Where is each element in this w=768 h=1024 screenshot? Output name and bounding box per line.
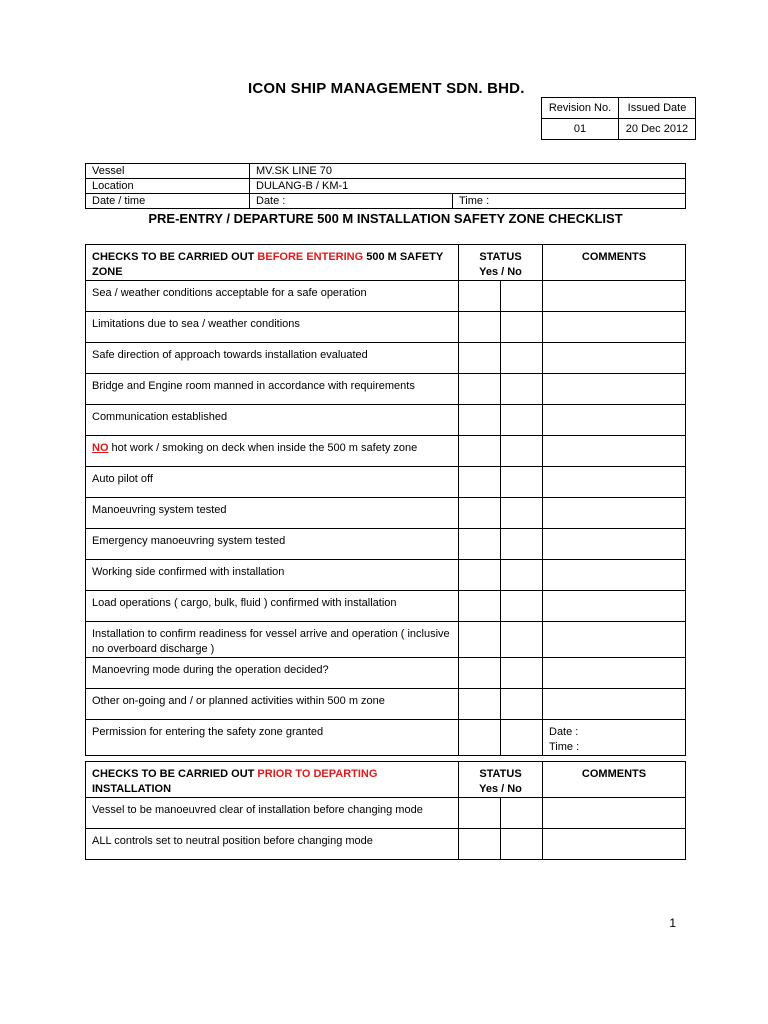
status-no-cell[interactable] (501, 281, 543, 312)
comments-cell[interactable] (543, 436, 686, 467)
status-no-cell[interactable] (501, 720, 543, 756)
comments-cell[interactable] (543, 467, 686, 498)
revision-label: Revision No. (542, 98, 619, 119)
status-yes-cell[interactable] (459, 689, 501, 720)
status-no-cell[interactable] (501, 374, 543, 405)
revision-table (541, 97, 696, 140)
check-item-text: NO hot work / smoking on deck when inside the 500 m safety zone (86, 436, 459, 467)
status-yes-cell[interactable] (459, 720, 501, 756)
comments-cell[interactable] (543, 829, 686, 860)
status-no-cell[interactable] (501, 529, 543, 560)
status-yes-cell[interactable] (459, 498, 501, 529)
permission-date: Date : (549, 726, 579, 738)
before-entering-highlight: BEFORE ENTERING (257, 251, 364, 263)
check-item-text: Sea / weather conditions acceptable for a safe operation (86, 281, 459, 312)
check-item-text: Auto pilot off (86, 467, 459, 498)
status-yes-cell[interactable] (459, 591, 501, 622)
status-yes-cell[interactable] (459, 560, 501, 591)
status-no-cell[interactable] (501, 405, 543, 436)
status-yes-cell[interactable] (459, 436, 501, 467)
time-field: Time : (453, 194, 686, 209)
checklist-row (86, 591, 686, 622)
status-no-cell[interactable] (501, 689, 543, 720)
status-yes-cell[interactable] (459, 622, 501, 658)
checklist-row (86, 436, 686, 467)
no-emphasis: NO (92, 442, 109, 454)
comments-cell[interactable] (543, 343, 686, 374)
vessel-label: Vessel (86, 164, 250, 179)
status-no-cell[interactable] (501, 658, 543, 689)
check-item-text: Limitations due to sea / weather conditions (86, 312, 459, 343)
status-no-cell[interactable] (501, 798, 543, 829)
checklist-row (86, 467, 686, 498)
check-item-text: Safe direction of approach towards installation evaluated (86, 343, 459, 374)
check-item-text: Permission for entering the safety zone granted (86, 720, 459, 756)
entering-status-header: STATUS Yes / No (459, 245, 543, 281)
check-item-text: Manoevring mode during the operation decided? (86, 658, 459, 689)
check-item-text: ALL controls set to neutral position before changing mode (86, 829, 459, 860)
comments-cell[interactable] (543, 374, 686, 405)
status-yes-cell[interactable] (459, 312, 501, 343)
departing-status-header: STATUS Yes / No (459, 762, 543, 798)
checklist-row (86, 374, 686, 405)
comments-cell[interactable] (543, 798, 686, 829)
comments-cell[interactable] (543, 720, 686, 756)
checklist-title: PRE-ENTRY / DEPARTURE 500 M INSTALLATION SAFETY ZONE CHECKLIST (148, 211, 623, 226)
status-no-cell[interactable] (501, 467, 543, 498)
company-name: ICON SHIP MANAGEMENT SDN. BHD. (248, 80, 525, 97)
status-no-cell[interactable] (501, 312, 543, 343)
checklist-row (86, 498, 686, 529)
status-no-cell[interactable] (501, 591, 543, 622)
location-label: Location (86, 179, 250, 194)
checklist-row (86, 529, 686, 560)
comments-cell[interactable] (543, 658, 686, 689)
entering-checks-table (85, 244, 686, 756)
check-item-text: Emergency manoeuvring system tested (86, 529, 459, 560)
departing-comments-header: COMMENTS (543, 762, 686, 798)
status-yes-cell[interactable] (459, 374, 501, 405)
comments-cell[interactable] (543, 312, 686, 343)
departing-header: CHECKS TO BE CARRIED OUT PRIOR TO DEPARTING INSTALLATION (86, 762, 459, 798)
checklist-row (86, 560, 686, 591)
check-item-text: Manoeuvring system tested (86, 498, 459, 529)
check-item-text: Working side confirmed with installation (86, 560, 459, 591)
vessel-info-table (85, 163, 686, 209)
checklist-row (86, 343, 686, 374)
vessel-value: MV.SK LINE 70 (250, 164, 686, 179)
page-number: 1 (669, 916, 676, 930)
departing-checks-table (85, 761, 686, 860)
check-item-text: Installation to confirm readiness for vessel arrive and operation ( inclusive no overboard discharge ) (86, 622, 459, 658)
datetime-label: Date / time (86, 194, 250, 209)
entering-header: CHECKS TO BE CARRIED OUT BEFORE ENTERING 500 M SAFETY ZONE (86, 245, 459, 281)
checklist-row (86, 689, 686, 720)
comments-cell[interactable] (543, 529, 686, 560)
status-yes-cell[interactable] (459, 467, 501, 498)
permission-time: Time : (549, 741, 580, 753)
checklist-row (86, 622, 686, 658)
entering-comments-header: COMMENTS (543, 245, 686, 281)
checklist-row (86, 829, 686, 860)
status-no-cell[interactable] (501, 622, 543, 658)
checklist-row (86, 312, 686, 343)
comments-cell[interactable] (543, 622, 686, 658)
status-no-cell[interactable] (501, 498, 543, 529)
comments-cell[interactable] (543, 560, 686, 591)
checklist-row (86, 658, 686, 689)
status-yes-cell[interactable] (459, 798, 501, 829)
status-no-cell[interactable] (501, 343, 543, 374)
check-item-text: Load operations ( cargo, bulk, fluid ) confirmed with installation (86, 591, 459, 622)
checklist-row (86, 798, 686, 829)
status-no-cell[interactable] (501, 436, 543, 467)
check-item-text: Communication established (86, 405, 459, 436)
status-yes-cell[interactable] (459, 829, 501, 860)
status-yes-cell[interactable] (459, 343, 501, 374)
status-yes-cell[interactable] (459, 405, 501, 436)
comments-cell[interactable] (543, 591, 686, 622)
comments-cell[interactable] (543, 405, 686, 436)
checklist-row (86, 720, 686, 756)
status-no-cell[interactable] (501, 560, 543, 591)
checklist-row (86, 281, 686, 312)
check-item-text: Vessel to be manoeuvred clear of installation before changing mode (86, 798, 459, 829)
status-yes-cell[interactable] (459, 529, 501, 560)
status-yes-cell[interactable] (459, 658, 501, 689)
prior-to-departing-highlight: PRIOR TO DEPARTING (257, 768, 378, 780)
check-item-text: Other on-going and / or planned activities within 500 m zone (86, 689, 459, 720)
issued-date-label: Issued Date (619, 98, 696, 119)
revision-value: 01 (542, 119, 619, 140)
location-value: DULANG-B / KM-1 (250, 179, 686, 194)
date-field: Date : (250, 194, 453, 209)
comments-cell[interactable] (543, 498, 686, 529)
status-yes-cell[interactable] (459, 281, 501, 312)
comments-cell[interactable] (543, 281, 686, 312)
checklist-row (86, 405, 686, 436)
status-no-cell[interactable] (501, 829, 543, 860)
check-item-text: Bridge and Engine room manned in accordance with requirements (86, 374, 459, 405)
comments-cell[interactable] (543, 689, 686, 720)
issued-date-value: 20 Dec 2012 (619, 119, 696, 140)
